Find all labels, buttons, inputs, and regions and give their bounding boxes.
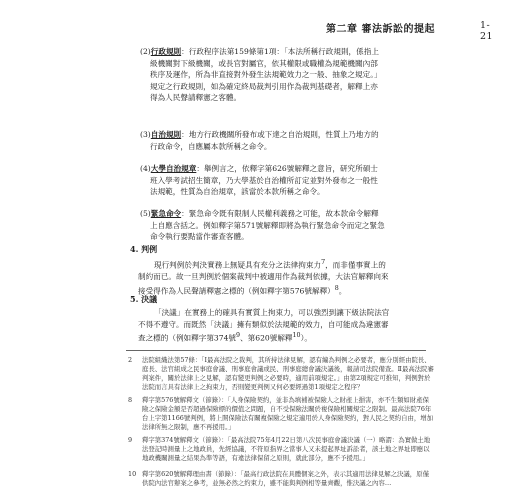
item-num: (2) [140, 47, 151, 56]
footnote-text: 釋字第620號解釋理由書（節錄）：「最高行政法院在具體個案之外，表示其適用法律見解之決議，原僅供院內法官辦案之參考，並無必然之約束力，雖不能與判例相等量齊觀，惟決議之內容… [142, 470, 429, 487]
footnote-ref: 9 [236, 332, 241, 339]
footnote-text: 法院組織法第57條：「Ⅰ最高法院之裁判，其所持法律見解，認有編為判例之必要者，應分別經由院長、庭長、法官組成之民事庭會議、刑事庭會議或民、刑事庭總會議決議後，報請司法院備查。Ⅱ最高法院審判案件，關於法律上之見解，認有變更判例之必要時，適用前項規定。」由第2項規定可推知，判例對於法院而言具有法律上之拘束力，否則變更判例又何必要經過第1項規定之程序？ [142, 356, 434, 391]
section-heading-resolutions: 5. 決議 [130, 294, 158, 304]
item-num: (5) [140, 209, 151, 218]
item-autonomous-rules [140, 129, 385, 152]
section-text-precedents: 現行判例於判決實務上無疑具有充分之法律拘束力$^7$，而非僅事實上的制約而已。故一旦判例於個案裁判中被適用作為裁判依據，大法官解釋向來接受得作為人民聲請釋憲之標的（例如釋字第576號解釋）$^8$。 [138, 259, 389, 296]
item-administrative-rules [140, 46, 385, 104]
footnote-num: 8 [128, 396, 133, 404]
item-text: ：地方行政機關所發布或下達之自治規則，性質上乃地方的行政命令，自應屬本款所稱之命令。 [150, 130, 379, 151]
item-num: (4) [140, 164, 151, 173]
footnote-ref: 7 [321, 259, 326, 266]
chapter-title: 第二章 審法訴訟的提起 [326, 24, 435, 35]
section-text-resolutions: 「決議」在實務上的確具有實質上拘束力，可以強烈到讓下級法院法官不得不遵守。而既然「決議」擁有類似於法規範的效力，自可能成為違憲審查之標的（例如釋字第374號$^9$、第620號解釋$^{10}$）。 [138, 308, 390, 343]
footnote [128, 436, 434, 463]
running-header [326, 20, 494, 42]
footnote-ref: 10 [292, 332, 301, 339]
footnote-text: 釋字第374號解釋文（節錄）：「最高法院75年4月22日第八次民事庭會議決議（一）略謂：為實做土地法登記時測量上之地政員，先經協議，不符原指界之當事人又未提起界址訴訟者，該土地之界址即應以地政機關測量之結果為準等語，有違法律保留之原則，就此部分，應不予援用。」 [142, 436, 431, 462]
section-heading-precedents: 4. 判例 [130, 244, 158, 254]
item-term: 大學自治規章 [150, 164, 197, 173]
footnote [128, 396, 434, 432]
item-text: ：緊急命令既有限制人民權利義務之可能，故本款命令解釋上自應含括之。例如釋字第571號解釋即將為執行緊急命令而定之緊急命令執行要點當作審查客體。 [150, 209, 385, 241]
item-text: ：舉例言之，依釋字第626號解釋之意旨，研究所碩士班入學考試招生簡章，乃大學基於自治權所訂定並對外發布之一般性法規範，性質為自治規章，該當於本款所稱之命令。 [150, 164, 378, 196]
footnote-num: 2 [128, 356, 133, 364]
item-num: (3) [140, 130, 151, 139]
item-emergency-orders [140, 208, 385, 243]
footnote-ref: 8 [334, 284, 339, 292]
footnote-text: 釋字第576號解釋文（節錄）：「人身保險契約，並非為填補被保險人之財產上損害，亦不生類如財產保險之保險金額是否超過保險標的價值之問題，自不受保險法關於複保險相關規定之限制。最高法院76年台上字第1166號判例，將上開保險法有關複保險之規定適用於人身保險契約，對人民之契約自由，增加法律所無之限制，應不再援用。」 [142, 396, 434, 431]
item-text: ：行政程序法第159條第1項：「本法所稱行政規則，係指上級機關對下級機關，或長官對屬官，依其權限或職權為規範機關內部秩序及運作，所為非直接對外發生法規範效力之一般、抽象之規定。」規定之行政規則，如為確定終局裁判引用作為裁判基礎者，解釋上亦得為人民聲請釋憲之客體。 [150, 47, 382, 102]
footnote-num: 9 [128, 436, 133, 444]
footnote-divider [126, 350, 426, 351]
footnote-num: 10 [128, 470, 137, 478]
footnote [128, 470, 434, 488]
page-number: 1-21 [480, 20, 494, 42]
footnote [128, 356, 434, 392]
item-term: 行政規則 [150, 47, 182, 56]
item-term: 自治規則 [150, 130, 182, 139]
item-term: 緊急命令 [150, 209, 182, 218]
item-university-rules [140, 163, 385, 198]
